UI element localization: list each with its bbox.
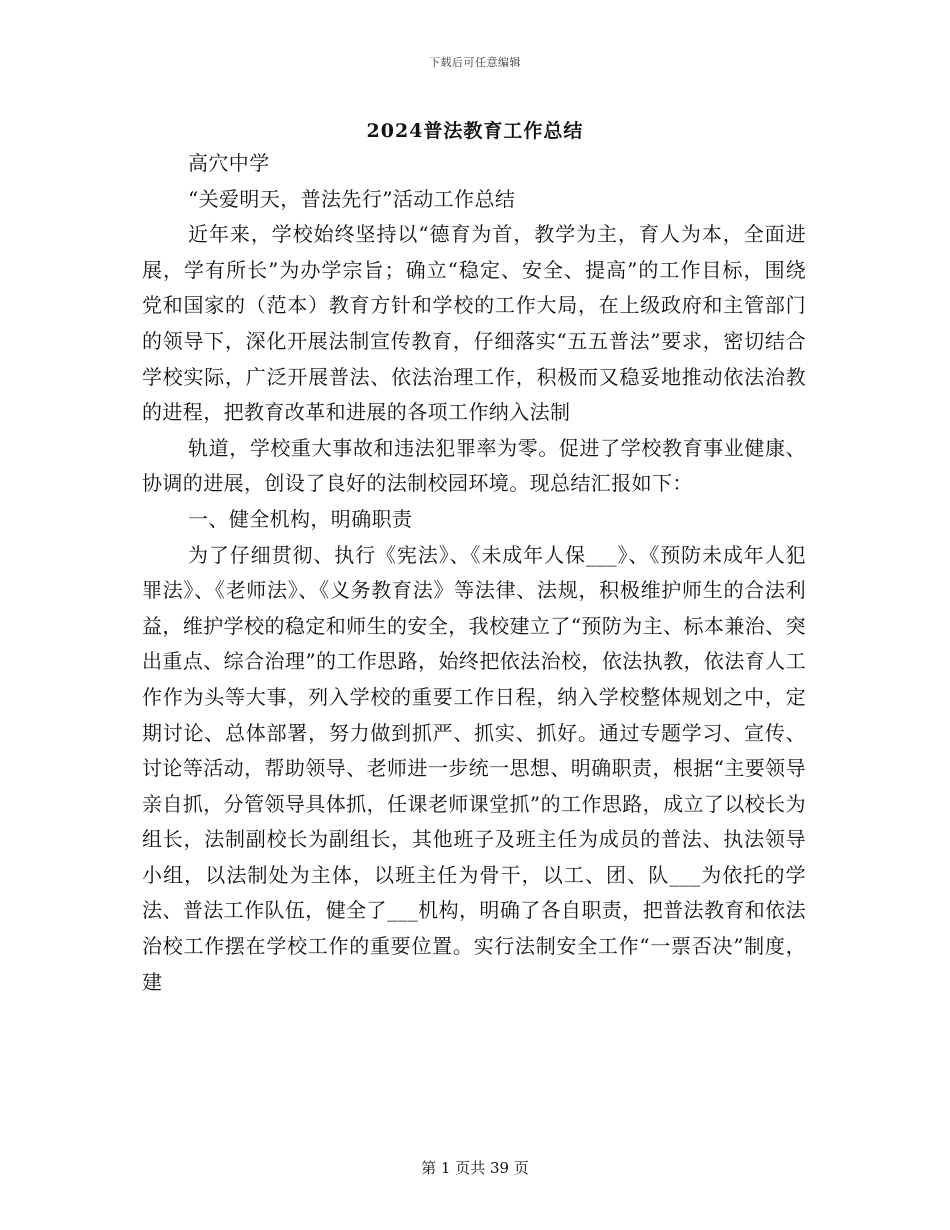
page-footer: 第 1 页共 39 页: [421, 1159, 529, 1177]
paragraph-section-1: 为了仔细贯彻、执行《宪法》、《未成年人保___》、《预防未成年人犯罪法》、《老师法》、《义务教育法》等法律、法规，积极维护师生的合法利益，维护学校的稳定和师生的安全，我校建立了“预防为主、标本兼治、突出重点、综合治理”的工作思路，始终把依法治校，依法执教，依法育人工作作为头等大事，列入学校的重要工作日程，纳入学校整体规划之中，定期讨论、总体部署，努力做到抓严、抓实、抓好。通过专题学习、宣传、讨论等活动，帮助领导、老师进一步统一思想、明确职责，根据“主要领导亲自抓，分管领导具体抓，任课老师课堂抓”的工作思路，成立了以校长为组长，法制副校长为副组长，其他班子及班主任为成员的普法、执法领导小组，以法制处为主体，以班主任为骨干，以工、团、队___为依托的学法、普法工作队伍，健全了___机构，明确了各自职责，把普法教育和依法治校工作摆在学校工作的重要位置。实行法制安全工作“一票否决”制度，建: [142, 542, 806, 994]
header-note: 下载后可任意编辑: [429, 56, 521, 69]
document-title: 2024普法教育工作总结: [366, 120, 584, 142]
paragraph-intro-continued: 轨道，学校重大事故和违法犯罪率为零。促进了学校教育事业健康、协调的进展，创设了良好的法制校园环境。现总结汇报如下：: [142, 435, 806, 496]
paragraph-school-name: 高穴中学: [188, 151, 270, 175]
document-body: [142, 146, 806, 1000]
paragraph-intro: 近年来，学校始终坚持以“德育为首，教学为主，育人为本，全面进展，学有所长”为办学宗旨；确立“稳定、安全、提高”的工作目标，围绕党和国家的（范本）教育方针和学校的工作大局，在上级政府和主管部门的领导下，深化开展法制宣传教育，仔细落实“五五普法”要求，密切结合学校实际，广泛开展普法、依法治理工作，积极而又稳妥地推动依法治教的进程，把教育改革和进展的各项工作纳入法制: [142, 222, 806, 425]
paragraph-subtitle: “关爱明天，普法先行”活动工作总结: [188, 186, 516, 211]
section-heading-1: 一、健全机构，明确职责: [188, 506, 413, 531]
